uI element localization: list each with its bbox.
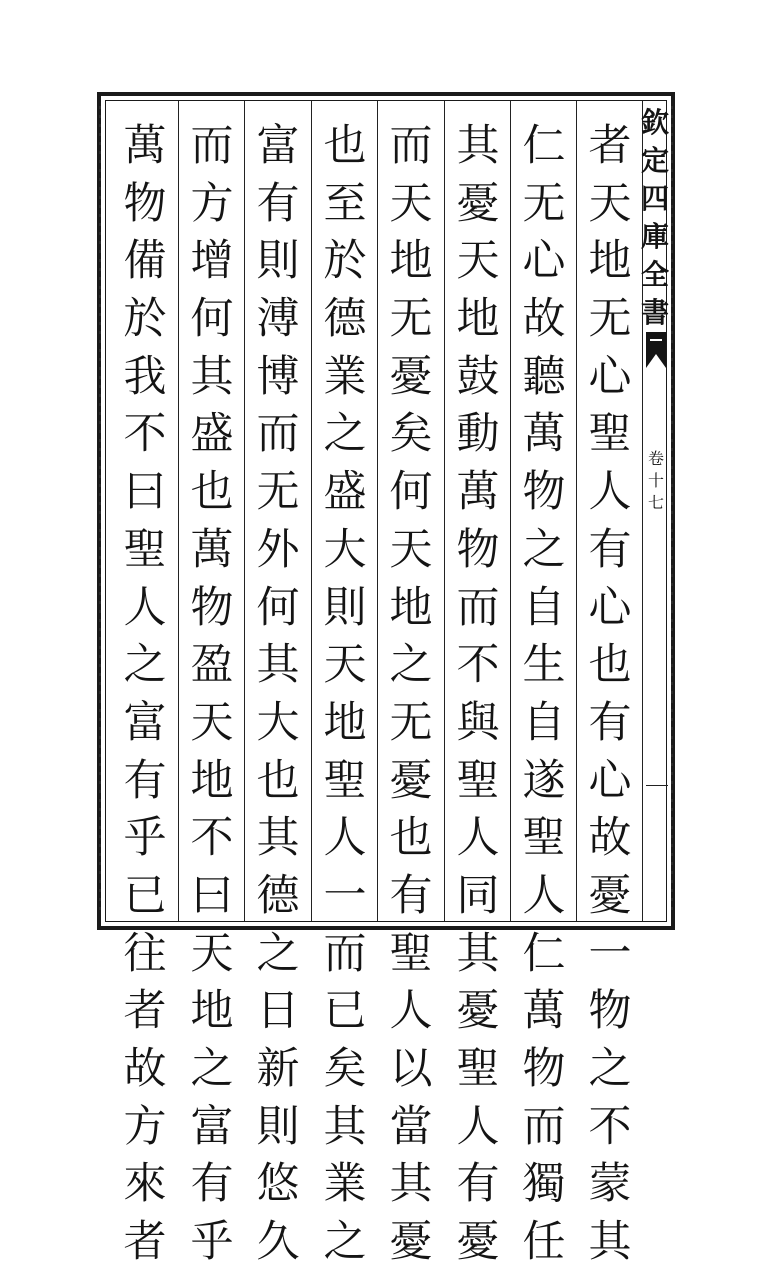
- text-column-7: [180, 118, 244, 1272]
- text-character: 久: [256, 1217, 300, 1268]
- text-character: 地: [323, 697, 367, 748]
- text-column-4: [379, 118, 443, 1272]
- text-character: 天: [389, 524, 433, 575]
- text-column-6: [246, 118, 310, 1272]
- text-character: 一: [323, 870, 367, 921]
- text-character: 遂: [522, 755, 566, 806]
- text-character: 心: [588, 351, 632, 402]
- text-character: 者: [123, 986, 167, 1037]
- text-character: 至: [323, 178, 367, 229]
- text-character: 人: [456, 813, 500, 864]
- text-character: 乎: [123, 813, 167, 864]
- text-character: 方: [190, 178, 234, 229]
- text-character: 盛: [323, 467, 367, 518]
- text-character: 人: [456, 1101, 500, 1152]
- text-character: 則: [256, 1101, 300, 1152]
- column-rule: [311, 101, 312, 921]
- volume-character: 十: [647, 471, 664, 490]
- volume-character: 七: [647, 493, 664, 512]
- text-character: 溥: [256, 294, 300, 345]
- text-character: 來: [123, 1159, 167, 1210]
- text-character: 憂: [389, 1217, 433, 1268]
- text-character: 憂: [456, 986, 500, 1037]
- text-character: 獨: [522, 1159, 566, 1210]
- right-border-pattern: [671, 106, 673, 912]
- text-character: 其: [456, 928, 500, 979]
- text-character: 何: [389, 467, 433, 518]
- text-character: 而: [323, 928, 367, 979]
- text-character: 富: [123, 697, 167, 748]
- left-border-pattern: [99, 106, 101, 912]
- text-character: 也: [256, 755, 300, 806]
- text-character: 其: [256, 640, 300, 691]
- text-character: 而: [389, 121, 433, 171]
- text-character: 悠: [256, 1159, 300, 1210]
- text-character: 无: [389, 294, 433, 345]
- text-character: 備: [123, 236, 167, 287]
- text-character: 不: [123, 409, 167, 460]
- text-character: 之: [256, 928, 300, 979]
- text-character: 憂: [588, 870, 632, 921]
- text-character: 有: [456, 1159, 500, 1210]
- text-character: 聖: [456, 755, 500, 806]
- text-character: 仁: [522, 928, 566, 979]
- text-character: 地: [588, 236, 632, 287]
- text-character: 物: [522, 467, 566, 518]
- text-character: 有: [256, 178, 300, 229]
- text-character: 其: [256, 813, 300, 864]
- text-character: 物: [123, 178, 167, 229]
- text-character: 人: [522, 870, 566, 921]
- text-character: 地: [389, 236, 433, 287]
- text-character: 動: [456, 409, 500, 460]
- text-character: 物: [190, 582, 234, 633]
- text-character: 萬: [190, 524, 234, 575]
- text-character: 者: [588, 121, 632, 171]
- text-character: 之: [522, 524, 566, 575]
- text-character: 之: [323, 1217, 367, 1268]
- text-character: 无: [522, 178, 566, 229]
- text-character: 聽: [522, 351, 566, 402]
- text-character: 也: [588, 640, 632, 691]
- text-character: 盛: [190, 409, 234, 460]
- text-character: 者: [123, 1217, 167, 1268]
- text-character: 有: [389, 870, 433, 921]
- text-character: 天: [190, 928, 234, 979]
- text-character: 於: [323, 236, 367, 287]
- text-character: 之: [190, 1044, 234, 1094]
- text-character: 有: [123, 755, 167, 806]
- title-character: 定: [641, 144, 670, 177]
- text-character: 故: [588, 813, 632, 864]
- text-character: 而: [190, 121, 234, 171]
- text-character: 往: [123, 928, 167, 979]
- text-character: 聖: [522, 813, 566, 864]
- text-character: 則: [323, 582, 367, 633]
- text-character: 天: [389, 178, 433, 229]
- text-character: 其: [588, 1217, 632, 1268]
- text-character: 已: [123, 870, 167, 921]
- text-character: 人: [323, 813, 367, 864]
- text-character: 无: [588, 294, 632, 345]
- text-character: 而: [456, 582, 500, 633]
- text-character: 也: [389, 813, 433, 864]
- title-character: 欽: [641, 106, 670, 139]
- text-character: 日: [256, 986, 300, 1037]
- text-character: 乎: [190, 1217, 234, 1268]
- text-column-2: [512, 118, 576, 1272]
- text-character: 其: [190, 351, 234, 402]
- text-character: 鼓: [456, 351, 500, 402]
- text-character: 无: [256, 467, 300, 518]
- text-character: 一: [588, 928, 632, 979]
- text-character: 心: [588, 755, 632, 806]
- text-character: 萬: [456, 467, 500, 518]
- text-character: 曰: [123, 467, 167, 518]
- text-character: 生: [522, 640, 566, 691]
- text-character: 自: [522, 697, 566, 748]
- text-character: 之: [123, 640, 167, 691]
- text-character: 憂: [389, 351, 433, 402]
- text-character: 地: [389, 582, 433, 633]
- text-column-8: [113, 118, 177, 1272]
- text-character: 萬: [522, 986, 566, 1037]
- text-character: 人: [123, 582, 167, 633]
- text-character: 不: [456, 640, 500, 691]
- text-character: 則: [256, 236, 300, 287]
- text-character: 有: [588, 524, 632, 575]
- text-character: 天: [456, 236, 500, 287]
- text-character: 憂: [456, 178, 500, 229]
- column-rule: [377, 101, 378, 921]
- text-character: 何: [190, 294, 234, 345]
- text-character: 新: [256, 1044, 300, 1094]
- text-column-3: [446, 118, 510, 1272]
- title-character: 四: [641, 182, 670, 215]
- text-character: 之: [323, 409, 367, 460]
- text-character: 同: [456, 870, 500, 921]
- text-character: 其: [456, 121, 500, 171]
- text-character: 德: [256, 870, 300, 921]
- text-character: 德: [323, 294, 367, 345]
- text-character: 物: [456, 524, 500, 575]
- text-column-5: [313, 118, 377, 1272]
- text-character: 盈: [190, 640, 234, 691]
- text-character: 大: [256, 697, 300, 748]
- text-character: 天: [588, 178, 632, 229]
- text-character: 仁: [522, 121, 566, 171]
- text-character: 當: [389, 1101, 433, 1152]
- text-character: 已: [323, 986, 367, 1037]
- text-character: 地: [190, 755, 234, 806]
- text-character: 增: [190, 236, 234, 287]
- text-character: 物: [522, 1044, 566, 1094]
- book-title: [642, 104, 668, 332]
- fishtail-lower-rule: [646, 785, 668, 786]
- text-character: 地: [456, 294, 500, 345]
- text-character: 任: [522, 1217, 566, 1268]
- text-character: 何: [256, 582, 300, 633]
- text-character: 方: [123, 1101, 167, 1152]
- text-character: 之: [588, 1044, 632, 1094]
- text-character: 於: [123, 294, 167, 345]
- text-character: 業: [323, 1159, 367, 1210]
- text-character: 不: [190, 813, 234, 864]
- column-rule: [178, 101, 179, 921]
- text-character: 業: [323, 351, 367, 402]
- text-character: 人: [588, 467, 632, 518]
- text-character: 天: [323, 640, 367, 691]
- text-character: 萬: [522, 409, 566, 460]
- text-character: 故: [522, 294, 566, 345]
- text-character: 无: [389, 697, 433, 748]
- title-character: 全: [641, 258, 670, 291]
- text-character: 外: [256, 524, 300, 575]
- text-character: 以: [389, 1044, 433, 1094]
- column-rule: [244, 101, 245, 921]
- text-character: 心: [588, 582, 632, 633]
- text-character: 聖: [389, 928, 433, 979]
- text-character: 物: [588, 986, 632, 1037]
- text-character: 其: [389, 1159, 433, 1210]
- text-character: 有: [190, 1159, 234, 1210]
- text-character: 心: [522, 236, 566, 287]
- text-character: 矣: [389, 409, 433, 460]
- text-character: 我: [123, 351, 167, 402]
- text-column-1: [578, 118, 642, 1272]
- text-character: 曰: [190, 870, 234, 921]
- text-character: 也: [190, 467, 234, 518]
- text-character: 憂: [389, 755, 433, 806]
- text-character: 憂: [456, 1217, 500, 1268]
- volume-character: 卷: [647, 449, 664, 468]
- text-character: 之: [389, 640, 433, 691]
- text-character: 而: [522, 1101, 566, 1152]
- text-character: 天: [190, 697, 234, 748]
- text-character: 其: [323, 1101, 367, 1152]
- text-character: 也: [323, 121, 367, 171]
- text-character: 與: [456, 697, 500, 748]
- text-character: 萬: [123, 121, 167, 171]
- text-character: 大: [323, 524, 367, 575]
- text-character: 富: [256, 121, 300, 171]
- text-character: 聖: [323, 755, 367, 806]
- text-character: 人: [389, 986, 433, 1037]
- text-character: 聖: [456, 1044, 500, 1094]
- column-rule: [510, 101, 511, 921]
- text-character: 有: [588, 697, 632, 748]
- text-character: 而: [256, 409, 300, 460]
- text-character: 故: [123, 1044, 167, 1094]
- column-rule: [444, 101, 445, 921]
- text-character: 自: [522, 582, 566, 633]
- text-character: 地: [190, 986, 234, 1037]
- text-character: 博: [256, 351, 300, 402]
- text-character: 聖: [123, 524, 167, 575]
- text-character: 不: [588, 1101, 632, 1152]
- text-character: 聖: [588, 409, 632, 460]
- title-character: 庫: [641, 220, 670, 253]
- text-character: 矣: [323, 1044, 367, 1094]
- title-character: 書: [641, 296, 670, 329]
- column-rule: [576, 101, 577, 921]
- volume-label: [645, 448, 667, 514]
- fishtail-ornament-icon: [644, 330, 668, 370]
- text-character: 蒙: [588, 1159, 632, 1210]
- text-character: 富: [190, 1101, 234, 1152]
